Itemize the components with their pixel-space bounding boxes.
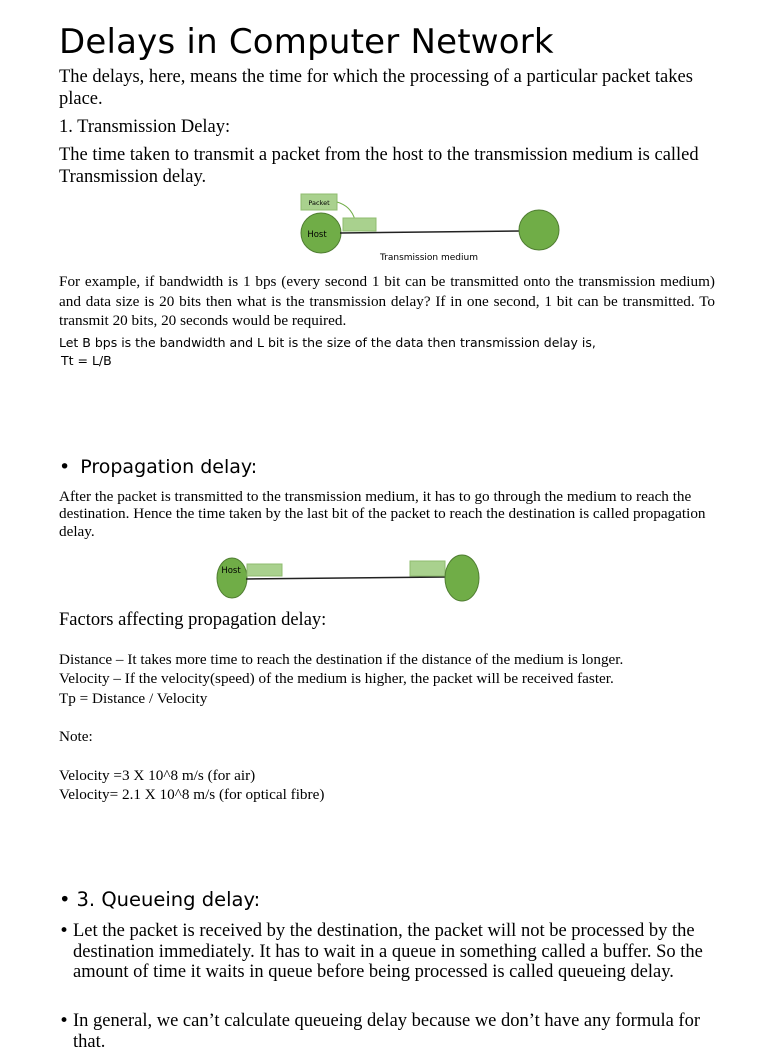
bullet-icon: •	[59, 888, 71, 911]
propagation-formula: Tp = Distance / Velocity	[59, 690, 208, 707]
queueing-delay-heading	[59, 888, 260, 911]
transmission-delay-heading: 1. Transmission Delay:	[59, 117, 231, 137]
propagation-delay-definition: After the packet is transmitted to the transmission medium, it has to go through the medium to reach the destination. Hence the time taken by the last bit of the packet to reach the destination is called propagation delay.	[59, 488, 706, 540]
propagation-delay-diagram	[214, 550, 486, 606]
factors-heading: Factors affecting propagation delay:	[59, 610, 327, 630]
host-label: Host	[307, 230, 327, 240]
bullet-icon: •	[59, 456, 71, 478]
note-label: Note:	[59, 728, 93, 745]
transmission-formula-intro: Let B bps is the bandwidth and L bit is the size of the data then transmission delay is,	[59, 335, 596, 350]
destination-node	[519, 210, 559, 250]
list-item	[59, 1011, 709, 1052]
packet-arrow-curve	[337, 202, 355, 220]
propagation-delay-heading-text: Propagation delay:	[80, 456, 258, 478]
intro-paragraph: The delays, here, means the time for which the processing of a particular packet takes place.	[59, 67, 693, 109]
factor-velocity: Velocity – If the velocity(speed) of the medium is higher, the packet will be received faster.	[59, 670, 614, 687]
velocity-fibre: Velocity= 2.1 X 10^8 m/s (for optical fibre)	[59, 786, 325, 803]
list-item	[59, 921, 709, 983]
transmission-medium-label: Transmission medium	[380, 253, 478, 263]
propagation-delay-heading	[59, 456, 257, 478]
bullet-icon: •	[59, 1011, 70, 1031]
packet-at-destination	[410, 561, 445, 576]
page-title: Delays in Computer Network	[59, 22, 554, 62]
transmission-delay-example: For example, if bandwidth is 1 bps (every second 1 bit can be transmitted onto the transmission medium) and data size is 20 bits then what is the transmission delay? If in one second, 1 bit can be transmitted. To transmit 20 bits, 20 seconds would be required.	[59, 273, 715, 329]
queueing-delay-heading-text: 3. Queueing delay:	[76, 888, 261, 911]
host-label: Host	[221, 566, 241, 576]
bullet-icon: •	[59, 921, 70, 941]
list-item-text: Let the packet is received by the destination, the packet will not be processed by the destination immediately. It has to wait in a queue in something called a buffer. So the amount of time it waits in queue before being processed is called queueing delay.	[73, 921, 703, 982]
packet-on-medium	[343, 218, 376, 231]
propagation-medium-line	[246, 577, 447, 579]
factor-distance: Distance – It takes more time to reach the destination if the distance of the medium is longer.	[59, 651, 624, 668]
destination-node	[445, 555, 479, 601]
packet-label: Packet	[308, 199, 330, 207]
transmission-formula: Tt = L/B	[61, 353, 112, 368]
transmission-delay-definition: The time taken to transmit a packet from the host to the transmission medium is called Transmission delay.	[59, 145, 699, 187]
transmission-delay-diagram	[295, 190, 570, 265]
list-item-text: In general, we can’t calculate queueing delay because we don’t have any formula for that.	[73, 1011, 701, 1052]
packet-at-host	[247, 564, 282, 576]
velocity-air: Velocity =3 X 10^8 m/s (for air)	[59, 767, 256, 784]
host-node	[217, 558, 247, 598]
